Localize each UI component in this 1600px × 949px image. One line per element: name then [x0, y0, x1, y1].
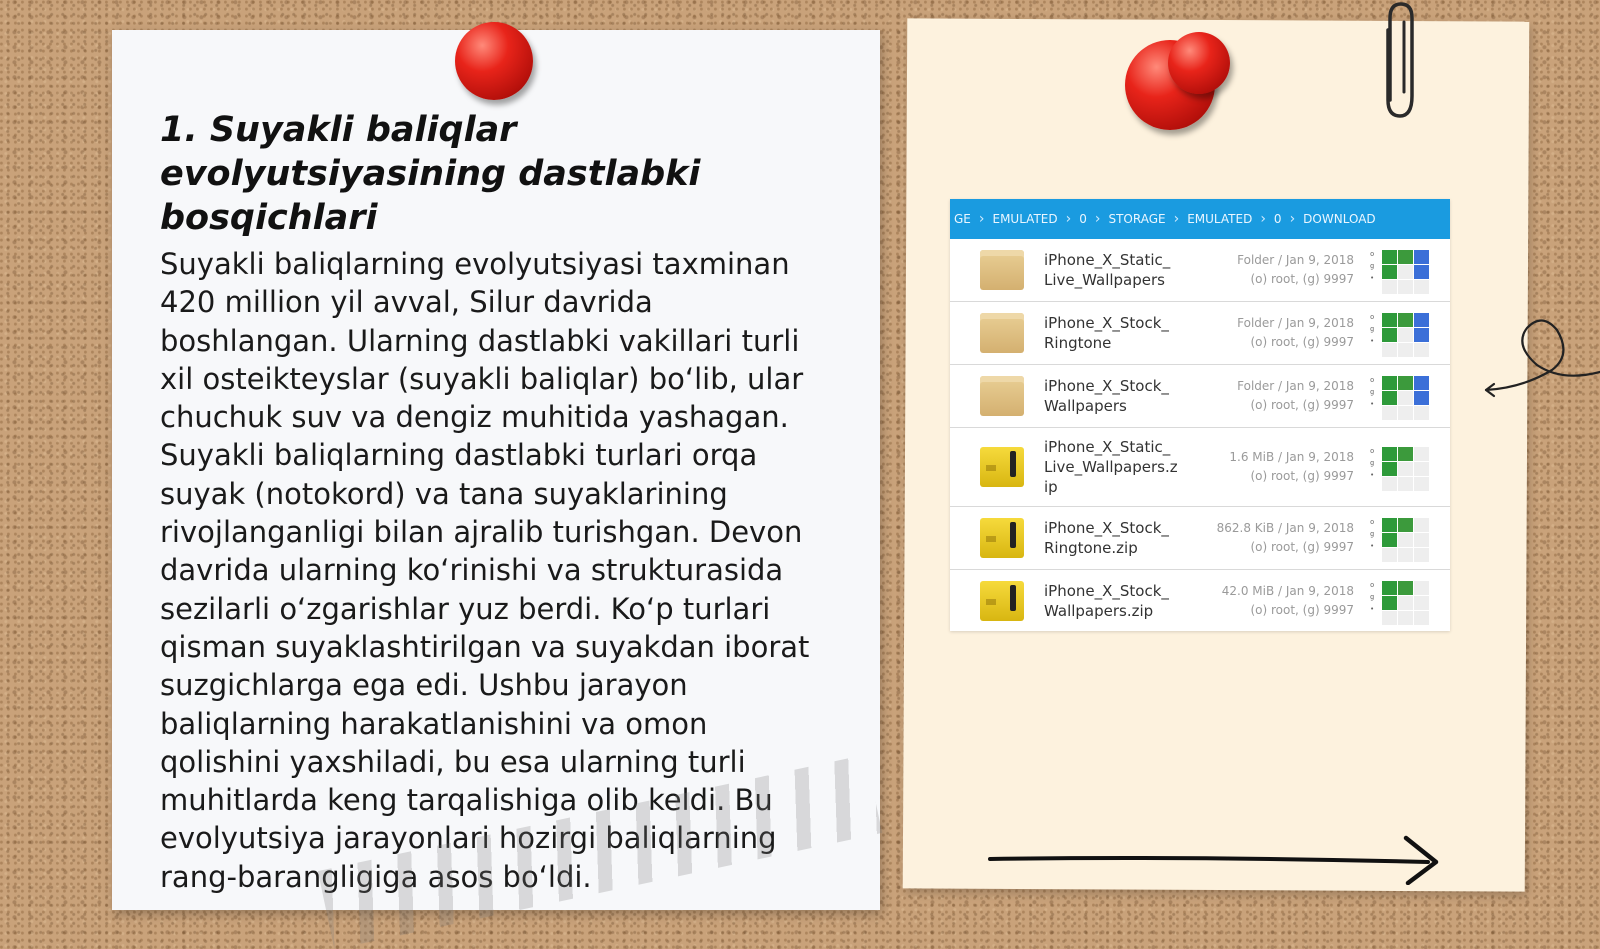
page-title: 1. Suyakli baliqlar evolyutsiyasining dastlabki bosqichlari [160, 110, 701, 238]
breadcrumb-item[interactable]: EMULATED [992, 212, 1058, 226]
file-meta: 1.6 MiB / Jan 9, 2018 (o) root, (g) 9997 [1229, 450, 1354, 483]
permission-grid[interactable]: o g • [1370, 374, 1434, 418]
file-name: iPhone_X_Stock_ Wallpapers [1044, 377, 1169, 415]
zip-file-icon [980, 581, 1024, 621]
chevron-right-icon: › [1173, 211, 1180, 227]
folder-icon [980, 250, 1024, 290]
folder-icon [980, 313, 1024, 353]
chevron-right-icon: › [1289, 211, 1296, 227]
file-list-item[interactable] [950, 239, 1450, 302]
file-manager-screenshot [950, 199, 1450, 631]
loop-doodle-icon [1482, 310, 1600, 405]
chevron-right-icon: › [1260, 211, 1266, 227]
file-meta: Folder / Jan 9, 2018 (o) root, (g) 9997 [1237, 316, 1354, 349]
file-meta: 42.0 MiB / Jan 9, 2018 (o) root, (g) 9997 [1221, 584, 1354, 617]
file-name: iPhone_X_Static_ Live_Wallpapers [1044, 251, 1171, 289]
chevron-right-icon: › [1065, 211, 1072, 227]
zip-file-icon [980, 518, 1024, 558]
file-list-item[interactable] [950, 507, 1450, 570]
breadcrumb-item[interactable]: EMULATED [1187, 212, 1253, 226]
file-name: iPhone_X_Stock_ Ringtone.zip [1044, 519, 1169, 557]
red-pushpin-icon [455, 22, 533, 100]
file-list-item[interactable] [950, 428, 1450, 507]
breadcrumb [950, 199, 1450, 239]
red-pushpin-icon [1168, 32, 1230, 94]
file-name: iPhone_X_Stock_ Wallpapers.zip [1044, 582, 1169, 620]
file-meta: 862.8 KiB / Jan 9, 2018 (o) root, (g) 9997 [1216, 521, 1354, 554]
file-list-item[interactable] [950, 570, 1450, 631]
body-paragraph: Suyakli baliqlarning evolyutsiyasi taxminan 420 million yil avval, Silur davrida boshlangan. Ularning dastlabki vakillari turli xil osteikteyslar (suyakli baliqlar) bo‘lib, ular chuchuk suv va dengiz muhitida yashagan. Suyakli baliqlarning dastlabki turlari orqa suyak (notokord) va tana suyaklarining rivojlanganligi bilan ajralib turishgan. Devon davrida ularning ko‘rinishi va strukturasida sezilarli o‘zgarishlar yuz berdi. Ko‘p turlari qisman suyaklashtirilgan va suyakdan iborat suzgichlarga ega edi. Ushbu jarayon baliqlarning harakatlanishini va omon qolishini yaxshiladi, bu esa ularning turli muhitlarda keng tarqalishiga olib keldi. Bu evolyutsiya jarayonlari hozirgi baliqlarning rang-barangligiga asos bo‘ldi. [160, 247, 810, 894]
permission-grid[interactable]: o g • [1370, 311, 1434, 355]
folder-icon [980, 376, 1024, 416]
breadcrumb-item[interactable]: 0 [1079, 212, 1087, 226]
permission-grid[interactable]: o g • [1370, 516, 1434, 560]
file-name: iPhone_X_Static_ Live_Wallpapers.z ip [1044, 438, 1178, 496]
permission-grid[interactable]: o g • [1370, 248, 1434, 292]
file-list-item[interactable] [950, 302, 1450, 365]
arrow-right-icon [988, 835, 1448, 885]
breadcrumb-item[interactable]: 0 [1273, 212, 1282, 226]
permission-grid[interactable]: o g • [1370, 445, 1434, 489]
permission-grid[interactable]: o g • [1370, 579, 1434, 623]
breadcrumb-item[interactable]: DOWNLOAD [1303, 212, 1376, 226]
chevron-right-icon: › [978, 211, 985, 227]
paperclip-icon [1382, 0, 1416, 120]
file-list-item[interactable] [950, 365, 1450, 428]
breadcrumb-item[interactable]: GE [954, 212, 971, 226]
zip-file-icon [980, 447, 1024, 487]
file-meta: Folder / Jan 9, 2018 (o) root, (g) 9997 [1237, 253, 1354, 286]
file-name: iPhone_X_Stock_ Ringtone [1044, 314, 1169, 352]
file-meta: Folder / Jan 9, 2018 (o) root, (g) 9997 [1237, 379, 1354, 412]
chevron-right-icon: › [1094, 211, 1101, 227]
breadcrumb-item[interactable]: STORAGE [1108, 212, 1166, 226]
